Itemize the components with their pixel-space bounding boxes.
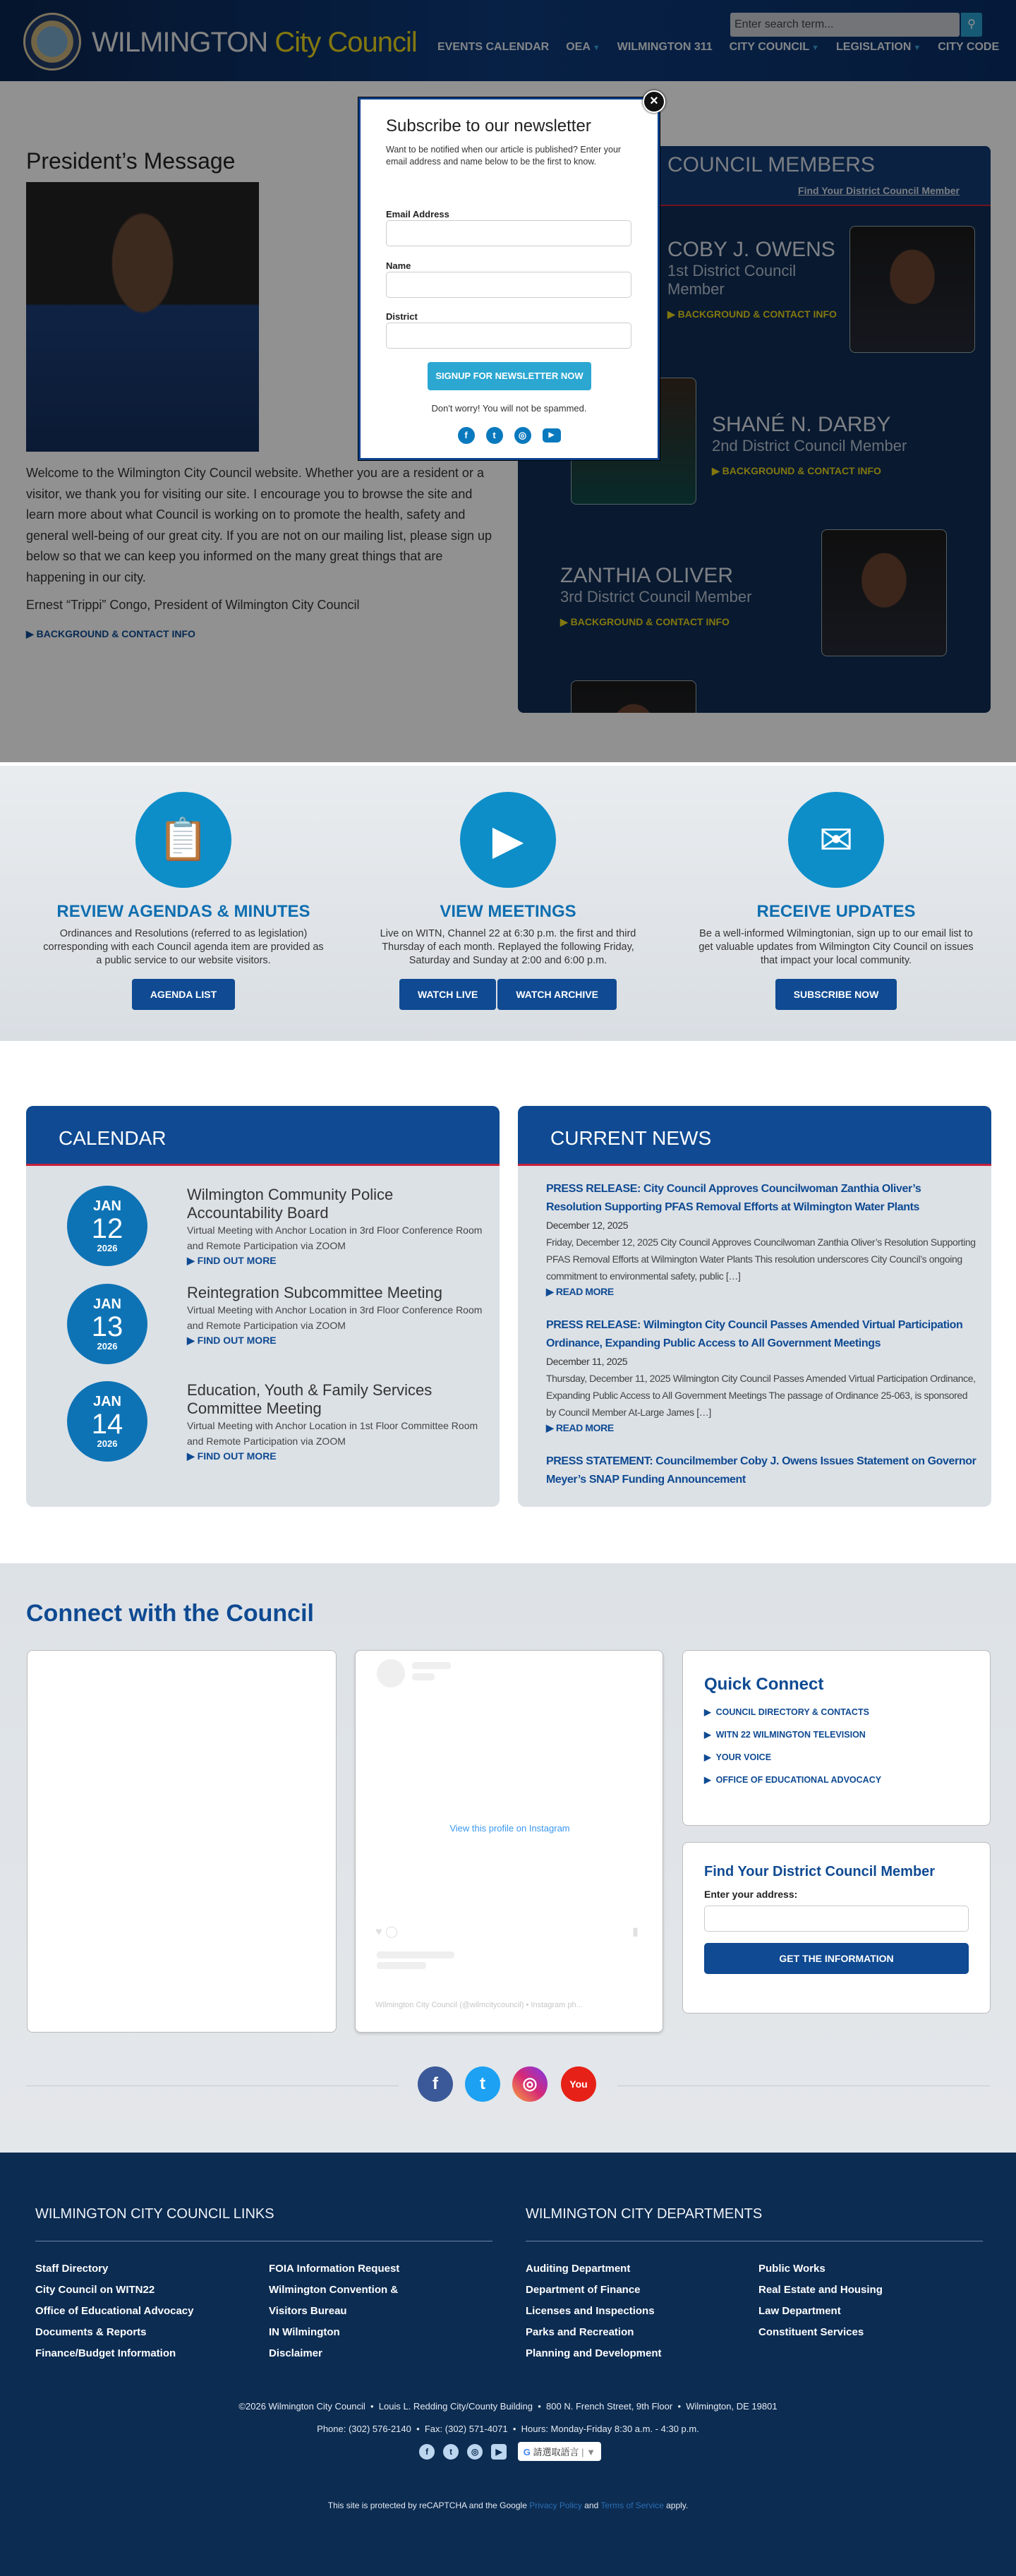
president-message: Welcome to the Wilmington City Council website. Whether you are a resident or a visitor, we thank you for visiting our site. I encourage you to browse the site and learn more about what Council is working on to promote the health, safety and general well-being of our great city. If you are not on our mailing list, please sign up below so that we can keep you informed on the many great things that are happening in our city. (26, 466, 492, 584)
footer-link[interactable]: Public Works (758, 2263, 826, 2275)
chevron-down-icon: ▼ (811, 44, 820, 52)
member-name: COBY J. OWENS (667, 238, 835, 261)
news-date: December 11, 2025 (546, 1356, 628, 1367)
event-title[interactable]: Education, Youth & Family Services Committee Meeting (187, 1381, 433, 1417)
news-excerpt: Thursday, December 11, 2025 Wilmington City Council Passes Amended Virtual Participation Ordinance, Expanding Public Access to All Government Meetings The passage of Ordinance 25-063, is sponsored by Council Member At-Large James […] (546, 1373, 976, 1418)
quick-link[interactable]: ▶ WITN 22 WILMINGTON TELEVISION (704, 1730, 866, 1740)
google-icon: G (523, 2447, 531, 2457)
footer-depts-title: WILMINGTON CITY DEPARTMENTS (526, 2206, 763, 2222)
news-headline[interactable]: PRESS STATEMENT: Councilmember Coby J. Owens Issues Statement on Governor Meyer’s SNAP Funding Announcement (546, 1455, 976, 1486)
news-item (546, 1452, 977, 1489)
spam-note: Don't worry! You will not be spammed. (431, 403, 587, 414)
feature-text: Be a well-informed Wilmingtonian, sign up to our email list to get valuable updates from Wilmington City Council on issues that impact your local community. (698, 928, 974, 966)
nav-city-council[interactable]: CITY COUNCIL ▼ (729, 41, 820, 53)
footer-links-title: WILMINGTON CITY COUNCIL LINKS (35, 2206, 274, 2222)
search-input[interactable]: Enter search term... (730, 13, 960, 37)
youtube-icon[interactable]: ▶ (543, 428, 561, 443)
calendar-panel (26, 1106, 500, 1507)
footer-link[interactable]: Parks and Recreation (526, 2326, 634, 2338)
facebook-icon[interactable]: f (458, 427, 475, 444)
feature-text: Live on WITN, Channel 22 at 6:30 p.m. the first and third Thursday of each month. Replayed the following Friday, Saturday and Sunday at 2:00 and 6:00 p.m. (380, 928, 636, 966)
news-title: CURRENT NEWS (518, 1106, 991, 1166)
president-title: President’s Message (26, 148, 236, 174)
find-member-title: Find Your District Council Member (704, 1864, 936, 1879)
feature-updates (684, 766, 988, 1010)
connect-section (0, 1563, 1016, 2153)
chevron-down-icon: ▼ (592, 44, 600, 52)
skeleton-line (377, 1951, 454, 1958)
avatar-placeholder (377, 1659, 405, 1687)
read-more-link[interactable]: ▶ READ MORE (546, 1422, 614, 1433)
laptop-play-icon: ▶ (460, 792, 556, 888)
email-field[interactable] (386, 220, 631, 246)
read-more-link[interactable]: ▶ READ MORE (546, 1286, 614, 1297)
close-modal-button[interactable] (643, 90, 665, 113)
news-excerpt: Friday, December 12, 2025 City Council Approves Councilwoman Zanthia Oliver’s Resolution Supporting PFAS Removal Efforts at Wilmington Water Plants This resolution underscores City Council’s ongoing commitment to environmental safety, public […] (546, 1236, 976, 1282)
footer-links-col1 (35, 2258, 194, 2364)
footer-link[interactable]: Disclaimer (269, 2347, 322, 2359)
facebook-embed[interactable] (27, 1650, 337, 2033)
youtube-icon[interactable]: You (561, 2066, 596, 2102)
find-out-more-link[interactable]: ▶ FIND OUT MORE (187, 1255, 277, 1266)
footer-link[interactable]: Real Estate and Housing (758, 2284, 883, 2296)
news-headline[interactable]: PRESS RELEASE: City Council Approves Councilwoman Zanthia Oliver’s Resolution Supporting PFAS Removal Efforts at Wilmington Water Plants (546, 1183, 921, 1213)
footer-link[interactable]: Documents & Reports (35, 2326, 147, 2338)
footer-link[interactable]: City Council on WITN22 (35, 2284, 155, 2296)
skeleton-line (412, 1673, 435, 1680)
footer-link[interactable]: Visitors Bureau (269, 2305, 347, 2317)
nav-legislation[interactable]: LEGISLATION ▼ (836, 41, 921, 53)
district-field[interactable] (386, 323, 631, 349)
calendar-title: CALENDAR (26, 1106, 500, 1166)
newsletter-modal (358, 97, 660, 460)
member-name: SHANÉ N. DARBY (712, 413, 891, 436)
member-name: ZANTHIA OLIVER (560, 564, 734, 587)
modal-social-links (361, 427, 658, 444)
event-title[interactable]: Reintegration Subcommittee Meeting (187, 1284, 442, 1301)
twitter-icon[interactable]: t (443, 2444, 459, 2460)
footer-link[interactable]: Staff Directory (35, 2263, 109, 2275)
address-input[interactable] (704, 1906, 969, 1932)
instagram-icon[interactable]: ◎ (512, 2066, 548, 2102)
event-item (67, 1284, 483, 1364)
watch-live-button[interactable]: WATCH LIVE (399, 979, 496, 1010)
footer-link[interactable]: IN Wilmington (269, 2326, 340, 2338)
instagram-icon[interactable]: ◎ (467, 2444, 483, 2460)
quick-connect-title: Quick Connect (704, 1675, 824, 1694)
footer-link[interactable]: Department of Finance (526, 2284, 641, 2296)
footer-depts-col1 (526, 2258, 662, 2364)
watch-archive-button[interactable]: WATCH ARCHIVE (497, 979, 617, 1010)
event-location: Virtual Meeting with Anchor Location in 1st Floor Committee Room and Remote Participation via ZOOM (187, 1420, 478, 1447)
email-label: Email Address (386, 209, 449, 219)
youtube-icon[interactable]: ▶ (491, 2444, 507, 2460)
instagram-embed (355, 1650, 663, 2033)
subscribe-now-button[interactable]: SUBSCRIBE NOW (775, 979, 897, 1010)
feature-agendas (32, 766, 335, 1010)
twitter-icon[interactable]: t (486, 427, 503, 444)
recaptcha-notice: This site is protected by reCAPTCHA and the Google Privacy Policy and Terms of Service apply. (327, 2500, 689, 2510)
name-field[interactable] (386, 272, 631, 298)
news-date: December 12, 2025 (546, 1220, 629, 1231)
find-out-more-link[interactable]: ▶ FIND OUT MORE (187, 1335, 277, 1346)
clipboard-icon: 📋 (135, 792, 231, 888)
chevron-down-icon: ▼ (913, 44, 921, 52)
event-item (67, 1186, 483, 1267)
triangle-right-icon: ▶ (26, 628, 37, 639)
social-row (0, 2066, 1016, 2105)
close-icon: × (650, 93, 658, 109)
president-contact-link[interactable]: ▶ BACKGROUND & CONTACT INFO (26, 628, 195, 639)
member-contact-link[interactable]: ▶ BACKGROUND & CONTACT INFO (712, 465, 881, 476)
quick-link[interactable]: ▶ COUNCIL DIRECTORY & CONTACTS (704, 1707, 869, 1717)
president-signature: Ernest “Trippi” Congo, President of Wilmington City Council (26, 598, 360, 612)
footer-link[interactable]: Law Department (758, 2305, 841, 2317)
google-translate-select[interactable]: G 請選取語言 | ▼ (518, 2442, 601, 2461)
feature-title: VIEW MEETINGS (440, 902, 576, 921)
find-out-more-link[interactable]: ▶ FIND OUT MORE (187, 1450, 277, 1462)
footer-link[interactable]: FOIA Information Request (269, 2263, 400, 2275)
agenda-list-button[interactable]: AGENDA LIST (132, 979, 235, 1010)
bookmark-icon: ▮ (632, 1926, 639, 1938)
news-headline[interactable]: PRESS RELEASE: Wilmington City Council Passes Amended Virtual Participation Ordinance, Expanding Public Access to All Government Meetings (546, 1319, 963, 1349)
feature-title: REVIEW AGENDAS & MINUTES (56, 902, 310, 921)
site-logo[interactable]: WILMINGTON City Council (92, 27, 417, 58)
footer-address: ©2026 Wilmington City Council • Louis L. Redding City/County Building • 800 N. French Street, 9th Floor • Wilmington, DE 19801 (238, 2401, 778, 2412)
member-district: 1st District Council Member (667, 262, 797, 298)
quick-connect-box (682, 1650, 991, 1826)
find-district-link[interactable]: Find Your District Council Member (798, 185, 960, 196)
name-label: Name (386, 260, 411, 271)
signup-button[interactable]: SIGNUP FOR NEWSLETTER NOW (428, 362, 591, 390)
event-item (67, 1381, 483, 1462)
instagram-caption[interactable]: Wilmington City Council (@wilmcitycouncil) • Instagram ph... (375, 2001, 583, 2009)
nav-oea[interactable]: OEA ▼ (566, 41, 600, 53)
news-item (546, 1180, 977, 1298)
footer-link[interactable]: Auditing Department (526, 2263, 631, 2275)
member-district: 3rd District Council Member (560, 588, 752, 606)
event-location: Virtual Meeting with Anchor Location in 3rd Floor Conference Room and Remote Participation via ZOOM (187, 1224, 483, 1251)
member-contact-link[interactable]: ▶ BACKGROUND & CONTACT INFO (560, 616, 730, 627)
date-badge: JAN 12 2026 (67, 1186, 147, 1266)
nav-events-calendar[interactable]: EVENTS CALENDAR (437, 41, 550, 53)
footer-link[interactable]: Licenses and Inspections (526, 2305, 655, 2317)
skeleton-line (377, 1962, 426, 1969)
member-district: 2nd District Council Member (712, 437, 907, 455)
quick-link[interactable]: ▶ OFFICE OF EDUCATIONAL ADVOCACY (704, 1775, 882, 1785)
news-item (546, 1316, 977, 1434)
event-title[interactable]: Wilmington Community Police Accountability Board (187, 1186, 394, 1222)
address-label: Enter your address: (704, 1889, 798, 1900)
event-location: Virtual Meeting with Anchor Location in 3rd Floor Conference Room and Remote Participation via ZOOM (187, 1304, 483, 1331)
features-section (0, 766, 1016, 1041)
find-member-box (682, 1842, 991, 2014)
footer-depts-col2 (758, 2258, 883, 2343)
nav-city-code[interactable]: CITY CODE (938, 41, 1000, 53)
skeleton-line (412, 1662, 451, 1669)
footer-link[interactable]: Finance/Budget Information (35, 2347, 176, 2359)
footer-links-col2 (269, 2258, 399, 2364)
date-badge: JAN 14 2026 (67, 1381, 147, 1462)
footer-link[interactable]: Office of Educational Advocacy (35, 2305, 194, 2317)
feature-title: RECEIVE UPDATES (756, 902, 916, 921)
terms-link[interactable]: Terms of Service (600, 2500, 664, 2510)
modal-intro: Want to be notified when our article is published? Enter your email address and name below to be the first to know. (386, 145, 622, 167)
date-badge: JAN 13 2026 (67, 1284, 147, 1364)
facebook-icon[interactable]: f (419, 2444, 435, 2460)
connect-title: Connect with the Council (26, 1600, 314, 1627)
district-label: District (386, 311, 418, 322)
search-icon: ⚲ (967, 18, 976, 30)
instagram-icon[interactable]: ◎ (514, 427, 531, 444)
member-contact-link[interactable]: ▶ BACKGROUND & CONTACT INFO (667, 308, 837, 320)
privacy-policy-link[interactable]: Privacy Policy (529, 2500, 582, 2510)
footer-social (0, 2442, 1016, 2461)
nav-wilmington-311[interactable]: WILMINGTON 311 (617, 41, 713, 53)
envelope-icon: ✉ (788, 792, 884, 888)
facebook-icon[interactable]: f (418, 2066, 453, 2102)
view-instagram-link[interactable]: View this profile on Instagram (449, 1823, 570, 1834)
get-information-button[interactable]: GET THE INFORMATION (704, 1943, 969, 1974)
members-title: COUNCIL MEMBERS (667, 153, 875, 176)
footer-link[interactable]: Wilmington Convention & (269, 2284, 399, 2296)
chevron-down-icon: | ▼ (581, 2447, 595, 2457)
feature-text: Ordinances and Resolutions (referred to as legislation) corresponding with each Council agenda item are provided as a public service to our website visitors. (43, 928, 324, 966)
heart-icon: ♥ ◯ (375, 1926, 398, 1938)
modal-title: Subscribe to our newsletter (386, 116, 591, 136)
twitter-icon[interactable]: t (465, 2066, 500, 2102)
site-footer (0, 2153, 1016, 2576)
news-panel (518, 1106, 991, 1507)
footer-contact: Phone: (302) 576-2140 • Fax: (302) 571-4071 • Hours: Monday-Friday 8:30 a.m. - 4:30 p.m. (317, 2424, 699, 2434)
feature-meetings (356, 766, 660, 1010)
footer-link[interactable]: Planning and Development (526, 2347, 662, 2359)
quick-link[interactable]: ▶ YOUR VOICE (704, 1752, 772, 1762)
footer-link[interactable]: Constituent Services (758, 2326, 864, 2338)
